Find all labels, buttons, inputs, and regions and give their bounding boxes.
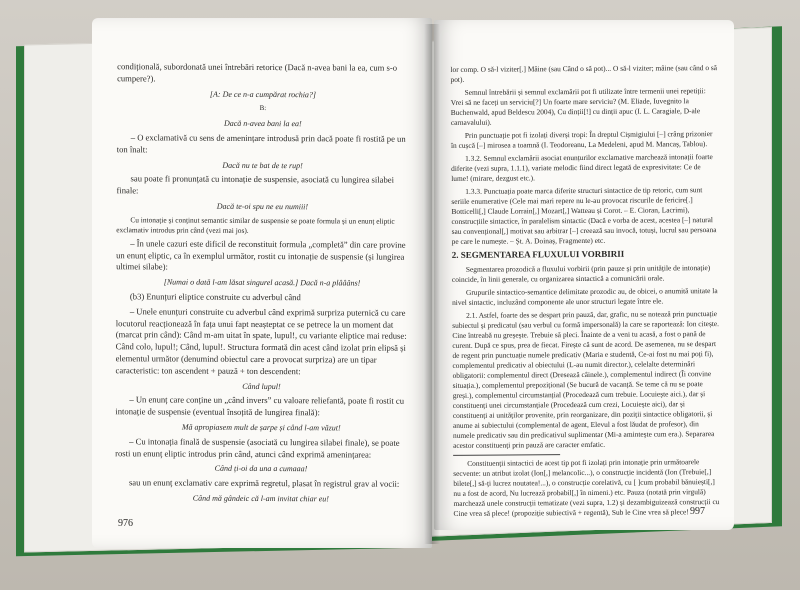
text-line: lor comp. O să-l viziter[.] Mâine (sau Când o să pot)... O să-l viziter; mâine (sau când o să pot). xyxy=(450,63,718,84)
text-line: (b3) Enunțuri eliptice construite cu adverbul când xyxy=(129,291,301,303)
text-line: – O exclamativă cu sens de amenințare introdusă prin dacă poate fi rostită pe un ton înalt: xyxy=(116,132,406,155)
book-gutter xyxy=(424,24,440,544)
text-line: [Numai o dată l-am lăsat singurel acasă.] Dacă n-a plâââns! xyxy=(163,277,361,288)
footnote-rule xyxy=(453,454,560,456)
text-line: Prin punctuație pot fi izolați diverși tropi: În dreptul Cișmigiului [–] crâng prizonier în cușcă [–] mirosea a toamnă (I. Teodoreanu, La Medeleni, apud M. Mancaș, Tablou). xyxy=(450,129,713,150)
section-heading: 2. SEGMENTAREA FLUXULUI VORBIRII xyxy=(451,248,625,260)
text-line: Cu intonație și conținut semantic similar de suspensie se poate formula și un enunț eliptic exclamativ introdus prin când (vezi mai jos). xyxy=(116,215,395,235)
text-line: 1.3.3. Punctuația poate marca diferite structuri sintactice de tip retoric, cum sunt seriile enumerative (Cele mai mari repere nu le-au provocat riscurile de fericire[.] Botticelli[,] Claude Lorrain[,] Mozart[,] Watteau și Corot. – E. Cioran, Lacrimi), construcțiile sintactice, în paralelism sintactic (Dacă e vorba de acest, acestea [–] natural sau convențional[,] motivat sau arbitrar [–] creează sau invocă, totuși, lucrul sau persoana pe care le numește. – Șt. A. Doinaș, Fragmente) etc. xyxy=(451,185,717,246)
text-line: Mă apropiasem mult de șarpe și când l-am văzut! xyxy=(181,422,341,433)
text-line: Când ți-oi da una a cumaaa! xyxy=(214,464,308,474)
text-line: – În unele cazuri este dificil de reconstituit formula „completă” din care provine un enunț eliptic, ca în exemplul următor, rostit cu intonație de suspensie (și lungirea ultimei silabe): xyxy=(116,238,406,272)
text-line: Dacă te-oi spu ne eu numiii! xyxy=(216,201,309,212)
text-line: – Cu intonația finală de suspensie (asociată cu lungirea silabei finale), se poate rosti un enunț eliptic introdus prin când, atunci când exprimă amenințarea: xyxy=(115,436,400,460)
text-line: Dacă n-avea bani la ea! xyxy=(223,118,302,129)
right-page-text xyxy=(450,63,721,522)
text-line: 1.3.2. Semnul exclamării asociat enunțurilor exclamative marchează intonații foarte diferite (vezi supra, 1.1.1), variate melodic fiind direct legată de expresivitate: Ce de lume! (mirare, dezgust etc.). xyxy=(451,152,713,183)
text-line: Grupurile sintactico-semantice delimitate prozodic au, de obicei, o anumită unitate la nivel sintactic, incluzând componente ale unor structuri legate între ele. xyxy=(452,285,718,307)
text-line: Când lupul! xyxy=(242,381,281,391)
text-line: – Unele enunțuri construite cu adverbul când exprimă surpriza puternică cu care locutorul reacționează în fața unui fapt neașteptat ce se petrece la un moment dat (marcat prin când): Când m-am uitat în spate, lupul!, cu variante eliptice mai reduse: Când colo, lupul!; Când, lupul!. Structura formată din acest când izolat prin elipsă și elementul următor (denumind obiectul care a provocat surpriza) are un tipar caracteristic: ton ascendent + pauză + ton descendent: xyxy=(115,306,407,376)
text-line: Când mă gândeic că l-am invitat chiar eu! xyxy=(192,493,329,504)
text-line: Dacă nu te bat de te rup! xyxy=(222,160,303,170)
text-line: B: xyxy=(259,104,267,113)
text-line: condițională, subordonată unei întrebări retorice (Dacă n-avea bani la ea, cum s-o cumpere?). xyxy=(117,61,398,84)
text-line: – Un enunț care conține un „când invers” cu valoare reliefantă, poate fi rostit cu intonație de suspensie (eventual însoțită de lungirea finală): xyxy=(115,394,405,418)
left-page-text xyxy=(115,61,409,508)
text-line: [A: De ce n-a cumpărat rochia?] xyxy=(209,89,317,99)
right-page-number: 997 xyxy=(690,506,705,517)
left-page-number: 976 xyxy=(118,518,133,529)
text-line: Constituenții sintactici de acest tip pot fi izolați prin intonație prin următoarele secvente: un atribut izolat (Ion[,] melancolic...), o construcție incidentă (Ion (Trebuie[,] bilete[,] să-ți lucrez noutatea!...), o construcție corelativă, cu [ ]cum probabil bănuiești[,] nu a fost de acord, Nu lucrează probabil[,] în nimeni.) etc. Pauza (notată prin virgulă) marchează unele construcții tematizate (vezi supra, 1.2) și dezambiguizează construcții cu Cine vrea să plece! (propoziție subiectivă + regentă), Sub le Cine vrea să plece! xyxy=(453,457,720,518)
text-line: Segmentarea prozodică a fluxului vorbirii (prin pauze și prin unitățile de intonație) coincide, în linii generale, cu organizarea sintactică a comunicării orale. xyxy=(451,262,711,284)
text-line: Semnul întrebării și semnul exclamării pot fi utilizate între termenii unei repetiții: Vrei să ne faceți un serviciu[?] Un foarte mare serviciu? (M. Eliade, Iuvegnito la Buchenwald, apud Beldescu 2004), Cu dinții[!] cu dinții apuc (I. L. Caragiale, D-ale carnavalului). xyxy=(450,86,706,127)
text-line: sau un enunț exclamativ care exprimă regretul, plasat în registrul grav al vocii: xyxy=(128,477,400,489)
text-line: sau poate fi pronunțată cu intonație de suspensie, asociată cu lungirea silabei finale: xyxy=(116,173,395,196)
text-line: 2.1. Astfel, foarte des se despart prin pauză, dar, grafic, nu se notează prin punctuație subiectul și predicatul (sau verbul cu formă impersonală) la care se raportează: Ion citește. Cine întreabă nu greșește. Trebuie să pleci. Înainte de a veni tu acasă, a fost o pană de curent. După ce spus, prea de fiecat. Firește că sunt de acord. De asemenea, nu se despart de regent prin punctuație numele predicativ (Maria e studentă, Ce-ai fost nu mai poți fi), complementul predicativ al obiectului (L-au numit director.), celelalte determinări obligatorii: complementul direct (Dresează câinele.), complementul indirect (Îi convine situația.), complementul prepozițional (Se bucură de vacanță. Se teme că nu se poate greși.), complementul circumstanțial (Procedează cum trebuie. Locuiește aici.), dar și constituenți unei circumstanțiale (Procedează cum crezi, Locuiește aici), dar și constituenți ai unităților provenite, prin reorganizare, din poziții sintactice obligatorii, și anume ai subiectului (complemental de agent, Elevul a fost lăudat de profesor), din numele predicativ sau din predicativul suplimentar (Mi-a amintește cum era.). Separarea acestor constituenți prin pauză are caracter emfatic. xyxy=(452,308,720,450)
